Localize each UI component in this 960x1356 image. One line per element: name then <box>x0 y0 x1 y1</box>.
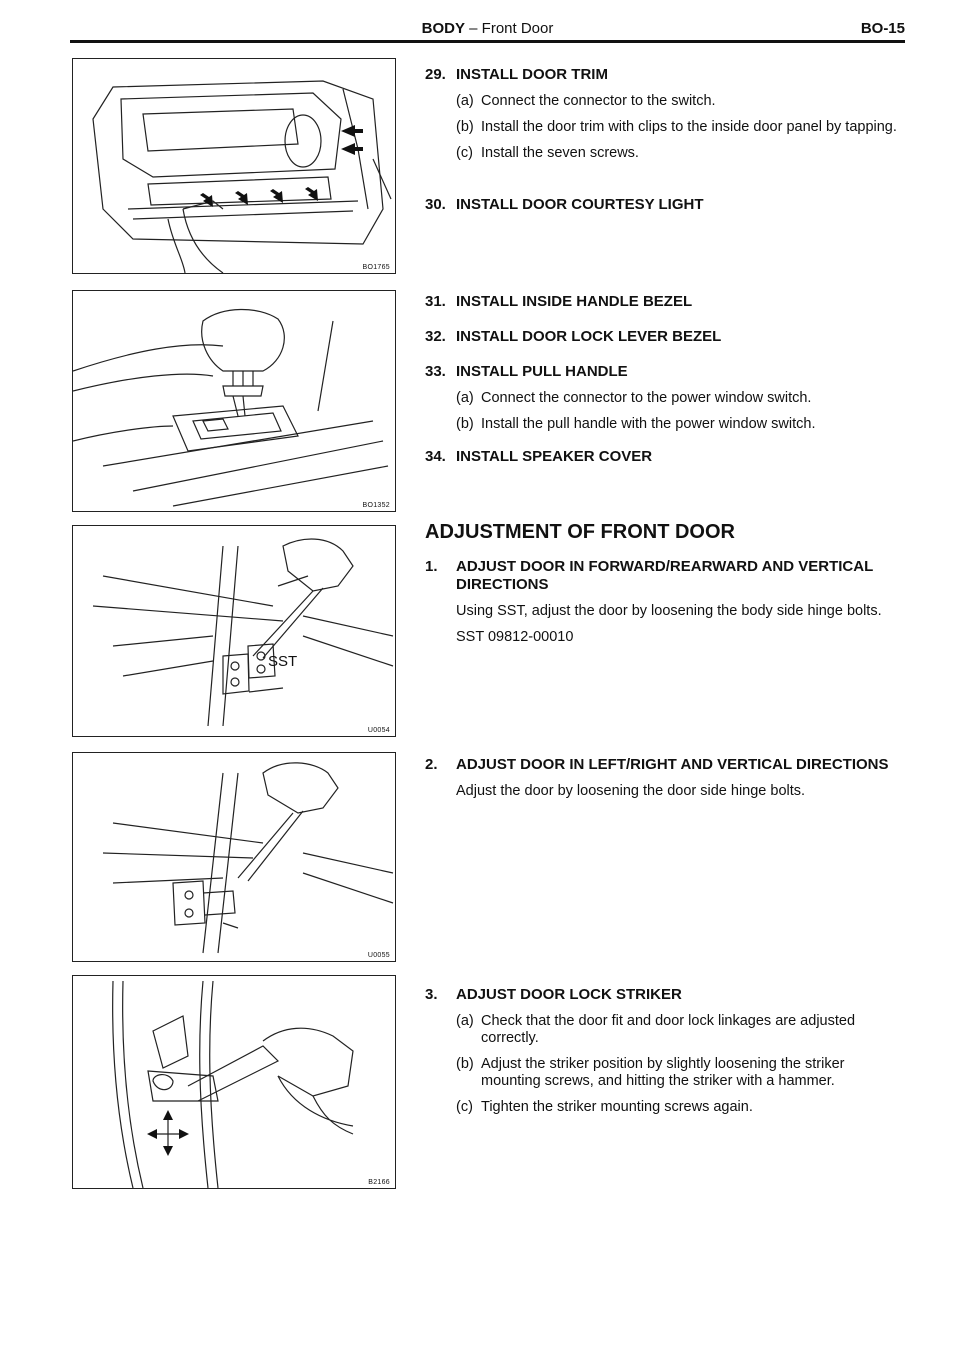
step-heading <box>425 293 905 311</box>
step-number: 32. <box>425 328 446 345</box>
figure-code: BO1352 <box>362 502 390 509</box>
substep <box>456 93 905 110</box>
step-title: INSTALL INSIDE HANDLE BEZEL <box>456 293 693 310</box>
figure-code: U0054 <box>367 727 390 734</box>
sst-hinge-illustration <box>73 526 395 736</box>
substep <box>456 416 905 433</box>
step-32 <box>425 328 905 346</box>
substep-text: Install the seven screws. <box>481 145 639 161</box>
substep-letter: (c) <box>456 145 473 161</box>
substep-letter: (a) <box>456 93 474 109</box>
step-title: ADJUST DOOR LOCK STRIKER <box>456 986 682 1003</box>
striker-illustration <box>73 976 395 1188</box>
step-paragraph: Adjust the door by loosening the door side hinge bolts. <box>456 783 806 799</box>
pull-handle-illustration <box>73 291 395 511</box>
figure-code: B2166 <box>368 1179 390 1186</box>
substep-letter: (b) <box>456 119 474 135</box>
substep-text: Check that the door fit and door lock linkages are adjusted correctly. <box>481 1013 856 1046</box>
step-title: INSTALL DOOR COURTESY LIGHT <box>456 196 704 213</box>
step-heading <box>425 328 905 346</box>
door-hinge-illustration <box>73 753 395 961</box>
header-title <box>70 20 905 37</box>
substep-text: Tighten the striker mounting screws again. <box>481 1099 753 1115</box>
step-30 <box>425 196 905 214</box>
figure-sst-hinge <box>72 525 396 737</box>
step-title: INSTALL DOOR TRIM <box>456 66 608 83</box>
figure-code: U0055 <box>367 952 390 959</box>
adjust-step-1 <box>425 558 905 646</box>
step-34 <box>425 448 905 466</box>
step-title: INSTALL SPEAKER COVER <box>456 448 653 465</box>
step-paragraph: Using SST, adjust the door by loosening the body side hinge bolts. <box>456 603 882 619</box>
substep <box>456 1013 905 1047</box>
substep-text: Install the door trim with clips to the inside door panel by tapping. <box>481 119 897 135</box>
step-31 <box>425 293 905 311</box>
step-number: 31. <box>425 293 446 310</box>
header-subsection: Front Door <box>481 20 554 37</box>
substep-letter: (a) <box>456 390 474 406</box>
step-title: INSTALL PULL HANDLE <box>456 363 628 380</box>
door-trim-illustration <box>73 59 395 273</box>
figure-door-hinge <box>72 752 396 962</box>
step-number: 3. <box>425 986 438 1003</box>
step-29 <box>425 66 905 162</box>
substep-text: Connect the connector to the switch. <box>481 93 716 109</box>
figure-door-trim <box>72 58 396 274</box>
figure-pull-handle <box>72 290 396 512</box>
step-heading <box>425 363 905 381</box>
step-heading <box>425 66 905 84</box>
substep <box>456 1099 905 1116</box>
substep <box>456 390 905 407</box>
step-number: 29. <box>425 66 446 83</box>
step-heading <box>425 448 905 466</box>
substep-letter: (c) <box>456 1099 473 1115</box>
substep <box>456 145 905 162</box>
page-number: BO-15 <box>860 20 905 37</box>
substep <box>456 119 905 136</box>
step-title: ADJUST DOOR IN LEFT/RIGHT AND VERTICAL DIRECTIONS <box>456 756 889 773</box>
section-title: ADJUSTMENT OF FRONT DOOR <box>425 521 735 543</box>
step-title: ADJUST DOOR IN FORWARD/REARWARD AND VERTICAL DIRECTIONS <box>456 558 873 593</box>
step-number: 2. <box>425 756 438 773</box>
substep-text: Adjust the striker position by slightly loosening the striker mounting screws, and hitting the striker with a hammer. <box>481 1056 845 1089</box>
adjust-step-2 <box>425 756 905 800</box>
substep-letter: (b) <box>456 416 474 432</box>
adjust-step-3 <box>425 986 905 1116</box>
substep-text: Connect the connector to the power window switch. <box>481 390 812 406</box>
figure-code: BO1765 <box>362 264 390 271</box>
step-number: 30. <box>425 196 446 213</box>
step-number: 34. <box>425 448 446 465</box>
sst-number: SST 09812-00010 <box>456 629 574 645</box>
sst-label: SST <box>268 653 298 670</box>
header-separator: – <box>469 20 478 37</box>
substep-letter: (a) <box>456 1013 474 1029</box>
step-heading <box>425 756 905 774</box>
step-number: 33. <box>425 363 446 380</box>
header-section: BODY <box>421 20 465 37</box>
step-33 <box>425 363 905 433</box>
step-number: 1. <box>425 558 438 575</box>
figure-striker <box>72 975 396 1189</box>
substep-text: Install the pull handle with the power window switch. <box>481 416 816 432</box>
step-heading <box>425 558 905 594</box>
substep <box>456 1056 905 1090</box>
step-heading <box>425 196 905 214</box>
step-title: INSTALL DOOR LOCK LEVER BEZEL <box>456 328 722 345</box>
substep-letter: (b) <box>456 1056 474 1072</box>
step-heading <box>425 986 905 1004</box>
page-header <box>70 20 905 43</box>
